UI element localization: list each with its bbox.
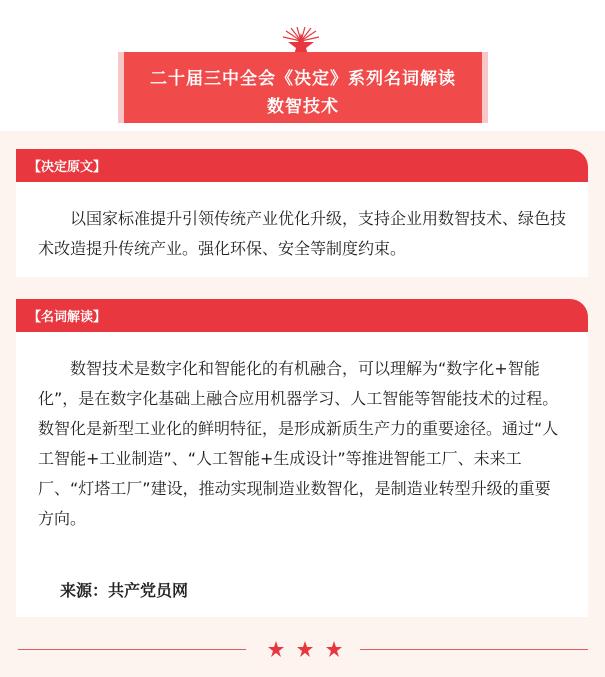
title-sub: 数智技术 [267,97,339,117]
star-icon [326,641,342,657]
footer-divider-left [18,649,246,650]
footer-stars [268,641,342,657]
original-text-paragraph: 以国家标准提升引领传统产业优化升级，支持企业用数智技术、绿色技术改造提升传统产业。强化环保、安全等制度约束。 [38,209,567,258]
section-body-term-explanation [16,332,588,617]
title-main: 二十届三中全会《决定》系列名词解读 [150,69,456,89]
star-icon [297,641,313,657]
title-banner [118,52,488,123]
section-header-term-explanation [16,299,588,332]
star-icon [268,641,284,657]
section-heading: 【名词解读】 [28,310,107,325]
section-body-original-text [16,182,588,277]
term-explanation-paragraph: 数智技术是数字化和智能化的有机融合，可以理解为“数字化+智能化”，是在数字化基础上融合应用机器学习、人工智能等智能技术的过程。数智化是新型工业化的鲜明特征，是形成新质生产力的重要途径。通过“人工智能+工业制造”、“人工智能+生成设计”等推进智能工厂、未来工厂、“灯塔工厂”建设，推动实现制造业数智化，是制造业转型升级的重要方向。 [38,359,559,528]
source-credit: 来源：共产党员网 [60,581,189,600]
content-card [0,131,605,677]
footer-divider-right [360,649,588,650]
section-header-original-text [16,149,588,182]
section-heading: 【决定原文】 [28,160,107,175]
